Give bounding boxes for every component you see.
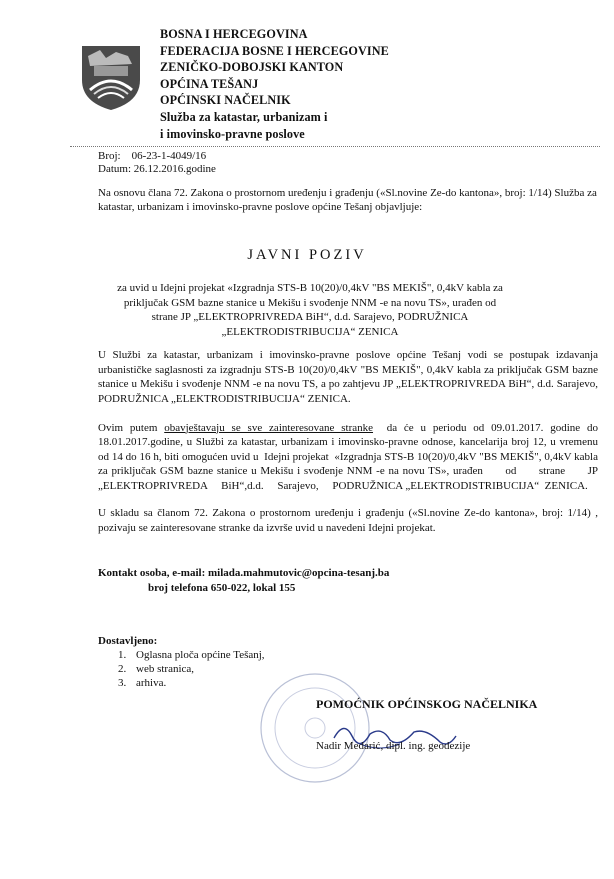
header-line: OPĆINA TEŠANJ xyxy=(160,76,259,91)
paragraph-invitation: U skladu sa članom 72. Zakona o prostornom uređenju i građenju («Sl.novine Ze-do kantona», broj: 1/14) , pozivaju se zainteresovane stranke da izvrše uvid u navedeni Idejni projekat. xyxy=(98,507,598,534)
header-line: i imovinsko-pravne poslove xyxy=(160,126,305,141)
contact-email: Kontakt osoba, e-mail: milada.mahmutovic@opcina-tesanj.ba xyxy=(98,567,390,579)
document-title: JAVNI POZIV xyxy=(247,247,367,263)
paragraph-notice xyxy=(98,406,612,493)
delivery-list xyxy=(98,634,265,690)
coat-of-arms-icon xyxy=(76,42,146,112)
header-line: FEDERACIJA BOSNE I HERCEGOVINE xyxy=(160,43,389,58)
subject-text: za uvid u Idejni projekat «Izgradnja STS-B 10(20)/0,4kV "BS MEKIŠ", 0,4kV kabla za priključak GSM bazne stanice u Mekišu i svođenje NNM -e na novu TS», urađen od strane JP „ELEKTROPRIVREDA BiH“, d.d. Sarajevo, PODRUŽNICA „ELEKTRODISTRIBUCIJA“ ZENICA xyxy=(117,282,503,338)
header-line: OPĆINSKI NAČELNIK xyxy=(160,93,291,108)
notice-underlined: obavještavaju se sve zainteresovane stranke xyxy=(164,421,374,434)
handwritten-signature-icon xyxy=(330,718,460,758)
contact-phone: broj telefona 650-022, lokal 155 xyxy=(148,581,296,594)
header-line: BOSNA I HERCEGOVINA xyxy=(160,27,308,41)
list-item: 1. Oglasna ploča općine Tešanj, xyxy=(118,649,265,661)
header-line: ZENIČKO-DOBOJSKI KANTON xyxy=(160,60,344,75)
list-item: 2. web stranica, xyxy=(118,663,195,675)
contact-info xyxy=(98,566,389,595)
paragraph-procedure: U Službi za katastar, urbanizam i imovinsko-pravne poslove općine Tešanj vodi se postupak izdavanja urbanističke saglasnosti za izgradnju STS-B 10(20)/0,4kV "BS MEKIŠ", 0,4kV kabla za priključak GSM bazne stanice u Mekišu i svođenje NNM -e na novu TS, a po zahtjevu JP „ELEKTROPRIVREDA BiH“, d.d. Sarajevo, PODRUŽNICA „ELEKTRODISTRIBUCIJA“ ZENICA. xyxy=(98,349,598,405)
list-item: 3. arhiva. xyxy=(118,677,167,689)
notice-lead: Ovim putem xyxy=(98,421,165,434)
reference-number: Broj: 06-23-1-4049/16 xyxy=(98,150,207,162)
issuer-header xyxy=(160,26,389,142)
reference-date: Datum: 26.12.2016.godine xyxy=(98,163,216,175)
header-line: Služba za katastar, urbanizam i xyxy=(160,109,328,124)
delivery-heading: Dostavljeno: xyxy=(98,635,158,647)
header-divider xyxy=(70,146,600,147)
signatory-title: POMOĆNIK OPĆINSKOG NAČELNIKA xyxy=(316,697,538,711)
intro-paragraph: Na osnovu člana 72. Zakona o prostornom uređenju i građenju («Sl.novine Ze-do kantona», broj: 1/14) Služba za katastar, urbanizam i imovinsko-pravne poslove općine Tešanj objavljuje: xyxy=(98,187,597,213)
document-reference xyxy=(98,150,216,176)
signatory-name: Nadir Medarić, dipl. ing. geodezije xyxy=(316,740,471,752)
notice-rest: da će u periodu od 09.01.2017. godine do 18.01.2017.godine, u Službi za katastar, urbanizam i imovinsko-pravne odnose, kancelarija broj 12, u vremenu od 14 do 16 h, biti omogućen uvid u Idejni projekat «Izgradnja STS-B 10(20)/0,4kV "BS MEKIŠ", 0,4kV kabla za priključak GSM bazne stanice u Mekišu i svođenje NNM -e na novu TS», urađen od strane JP „ELEKTROPRIVREDA BiH“,d.d. Sarajevo, PODRUŽNICA „ELEKTRODISTRIBUCIJA“ ZENICA. xyxy=(98,421,612,492)
